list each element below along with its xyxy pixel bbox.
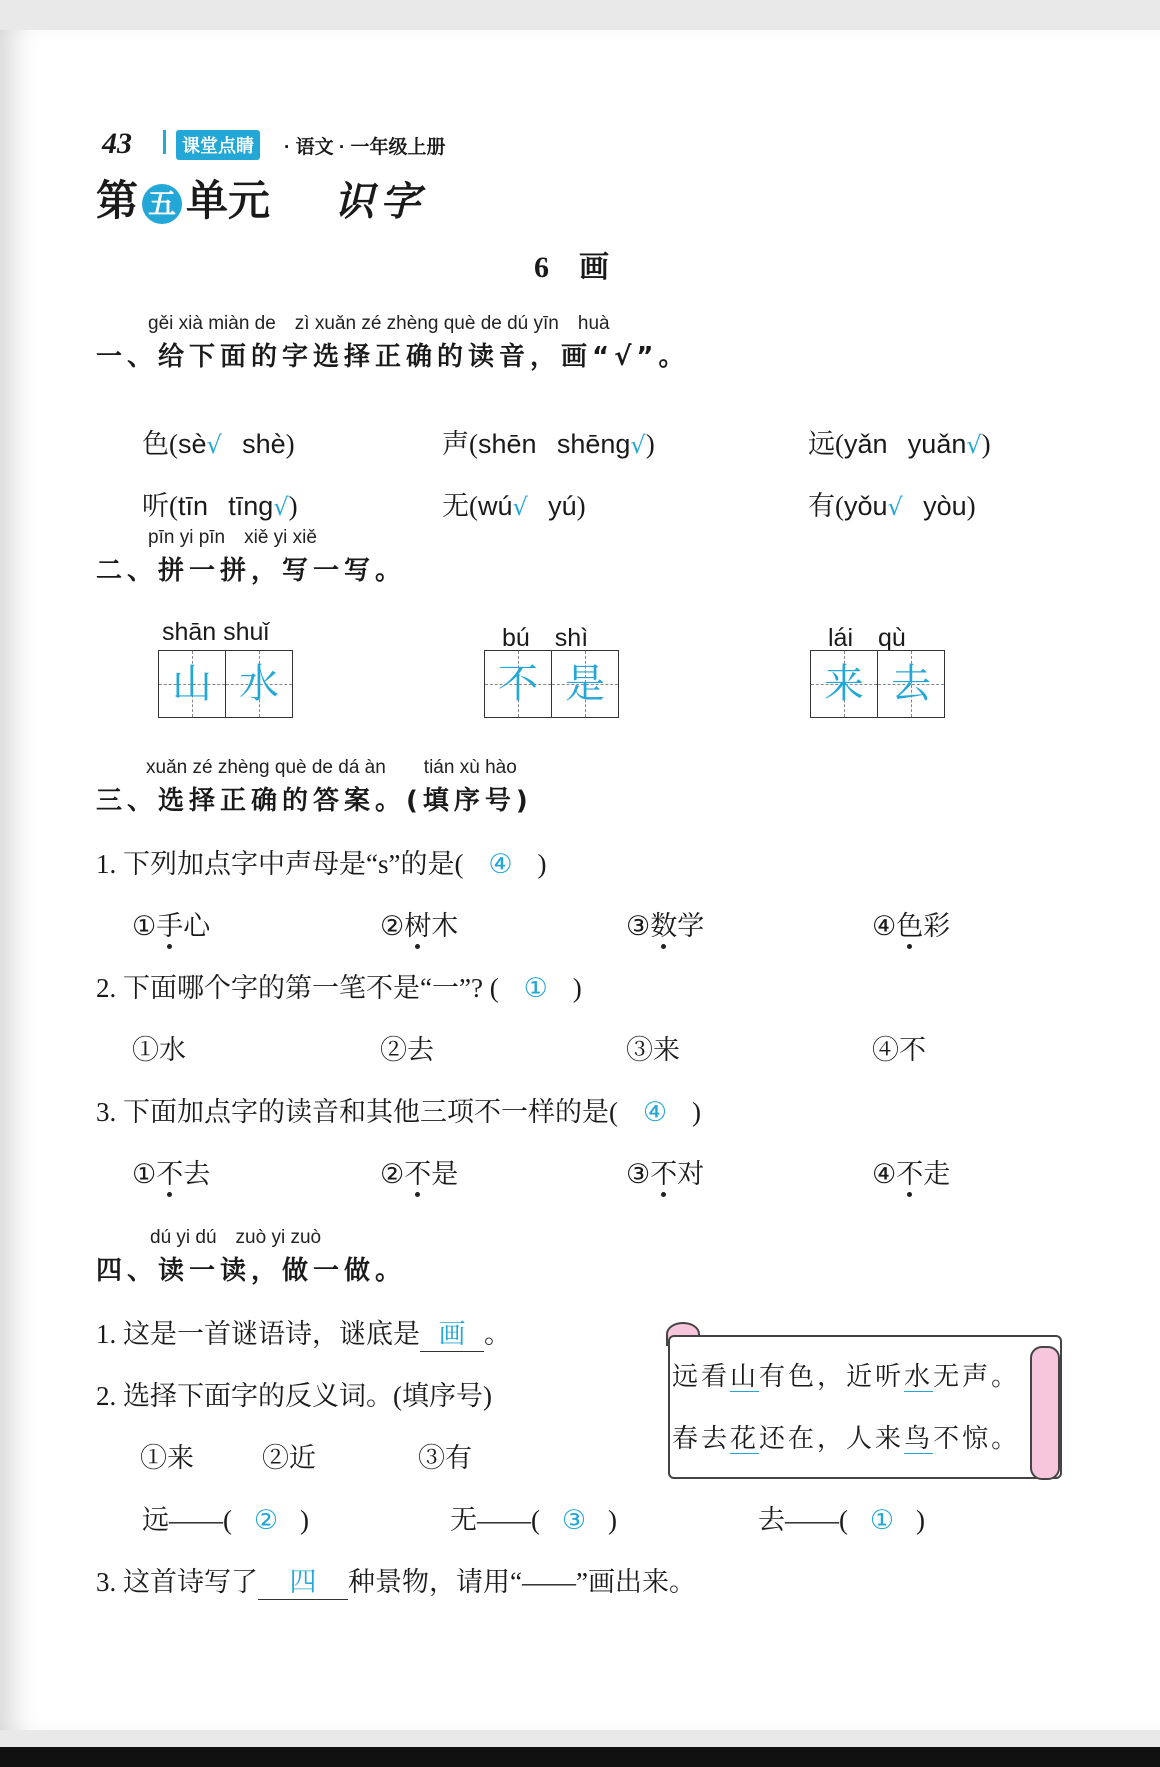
s2-cell: 来 bbox=[811, 651, 877, 717]
section3-heading: 三、选择正确的答案。(填序号) bbox=[96, 786, 533, 816]
s1-item-1: 色(sè√ shè) bbox=[142, 429, 295, 459]
s2-cell: 去 bbox=[877, 651, 944, 717]
s4-question-3: 3. 这首诗写了 四 种景物，请用“——”画出来。 bbox=[96, 1560, 696, 1600]
s1-item-5: 无(wú√ yú) bbox=[442, 491, 586, 521]
s4-choice-1: ①来 bbox=[140, 1443, 194, 1473]
s3-q2-option-3: ③来 bbox=[626, 1035, 680, 1065]
header-subtitle: · 语文 · 一年级上册 bbox=[284, 137, 446, 158]
s2-tianzige-2 bbox=[484, 650, 619, 718]
s2-cell: 是 bbox=[551, 651, 618, 717]
s1-item-2: 声(shēn shēng√) bbox=[442, 429, 655, 459]
s3-q1-option-3: ③数学 bbox=[626, 904, 704, 943]
s3-q2-option-4: ④不 bbox=[872, 1035, 926, 1065]
s3-q3-option-1: ①不去 bbox=[132, 1152, 210, 1191]
unit-suffix: 单元 bbox=[186, 176, 271, 225]
header-badge: 课堂点睛 bbox=[176, 130, 260, 160]
s4-question-1: 1. 这是一首谜语诗，谜底是 画 。 bbox=[96, 1312, 511, 1352]
poem-line-2: 春去花还在，人来鸟不惊。 bbox=[672, 1424, 1021, 1453]
s3-q1-option-4: ④色彩 bbox=[872, 904, 950, 943]
section1-heading: 一、给下面的字选择正确的读音，画“√”。 bbox=[96, 342, 690, 372]
s3-q3-option-3: ③不对 bbox=[626, 1152, 704, 1191]
s3-q1-option-1: ①手心 bbox=[132, 904, 210, 943]
bottom-bar bbox=[0, 1747, 1160, 1767]
s4-answer-3: 四 bbox=[258, 1560, 348, 1600]
s4-pair-3: 去——( ① ) bbox=[758, 1505, 925, 1535]
s1-item-3: 远(yǎn yuǎn√) bbox=[808, 429, 991, 459]
s1-item-4: 听(tīn tīng√) bbox=[142, 491, 298, 521]
s3-answer-1: ④ bbox=[488, 849, 513, 879]
s2-cell: 水 bbox=[225, 651, 292, 717]
unit-title bbox=[96, 168, 270, 228]
s3-q2-option-2: ②去 bbox=[380, 1035, 434, 1065]
section4-heading: 四、读一读，做一做。 bbox=[96, 1256, 407, 1286]
section2-pinyin: pīn yi pīn xiě yi xiě bbox=[148, 527, 317, 548]
poem-line-1: 远看山有色，近听水无声。 bbox=[672, 1362, 1021, 1391]
s3-question-2: 2. 下面哪个字的第一笔不是“一”? ( ① ) bbox=[96, 973, 582, 1003]
section1-pinyin: gěi xià miàn de zì xuǎn zé zhèng què de dú yīn huà bbox=[148, 313, 610, 334]
scroll-curl-right bbox=[1030, 1346, 1060, 1480]
s3-q1-option-2: ②树木 bbox=[380, 904, 458, 943]
lesson-title: 6 画 bbox=[534, 251, 609, 284]
s2-pinyin-3: lái qù bbox=[828, 624, 906, 652]
s3-q2-option-1: ①水 bbox=[132, 1035, 186, 1065]
unit-number-badge: 五 bbox=[142, 184, 182, 224]
s3-q3-option-4: ④不走 bbox=[872, 1152, 950, 1191]
s2-tianzige-1 bbox=[158, 650, 293, 718]
unit-prefix: 第 bbox=[96, 176, 139, 225]
s4-pair-1: 远——( ② ) bbox=[142, 1505, 309, 1535]
s2-pinyin-1: shān shuǐ bbox=[162, 618, 270, 646]
s3-answer-2: ① bbox=[523, 973, 548, 1003]
unit-topic: 识字 bbox=[334, 179, 426, 224]
header-divider bbox=[163, 130, 166, 154]
section3-pinyin: xuǎn zé zhèng què de dá àn tián xù hào bbox=[146, 757, 517, 778]
s3-q3-option-2: ②不是 bbox=[380, 1152, 458, 1191]
s3-question-3: 3. 下面加点字的读音和其他三项不一样的是( ④ ) bbox=[96, 1097, 701, 1127]
s2-tianzige-3 bbox=[810, 650, 945, 718]
page-number: 43 bbox=[102, 127, 132, 160]
s4-pair-2: 无——( ③ ) bbox=[450, 1505, 617, 1535]
s4-question-2: 2. 选择下面字的反义词。(填序号) bbox=[96, 1381, 492, 1411]
s4-choice-3: ③有 bbox=[418, 1443, 472, 1473]
s4-choice-2: ②近 bbox=[262, 1443, 316, 1473]
s4-answer-1: 画 bbox=[420, 1312, 484, 1352]
s2-cell: 不 bbox=[485, 651, 551, 717]
s2-cell: 山 bbox=[159, 651, 225, 717]
section4-pinyin: dú yi dú zuò yi zuò bbox=[150, 1227, 322, 1248]
s1-item-6: 有(yǒu√ yòu) bbox=[808, 491, 976, 521]
s3-answer-3: ④ bbox=[642, 1097, 668, 1127]
s2-pinyin-2: bú shì bbox=[502, 624, 589, 652]
s3-question-1: 1. 下列加点字中声母是“s”的是( ④ ) bbox=[96, 849, 547, 879]
workbook-page bbox=[0, 30, 1160, 1730]
section2-heading: 二、拼一拼，写一写。 bbox=[96, 556, 407, 586]
